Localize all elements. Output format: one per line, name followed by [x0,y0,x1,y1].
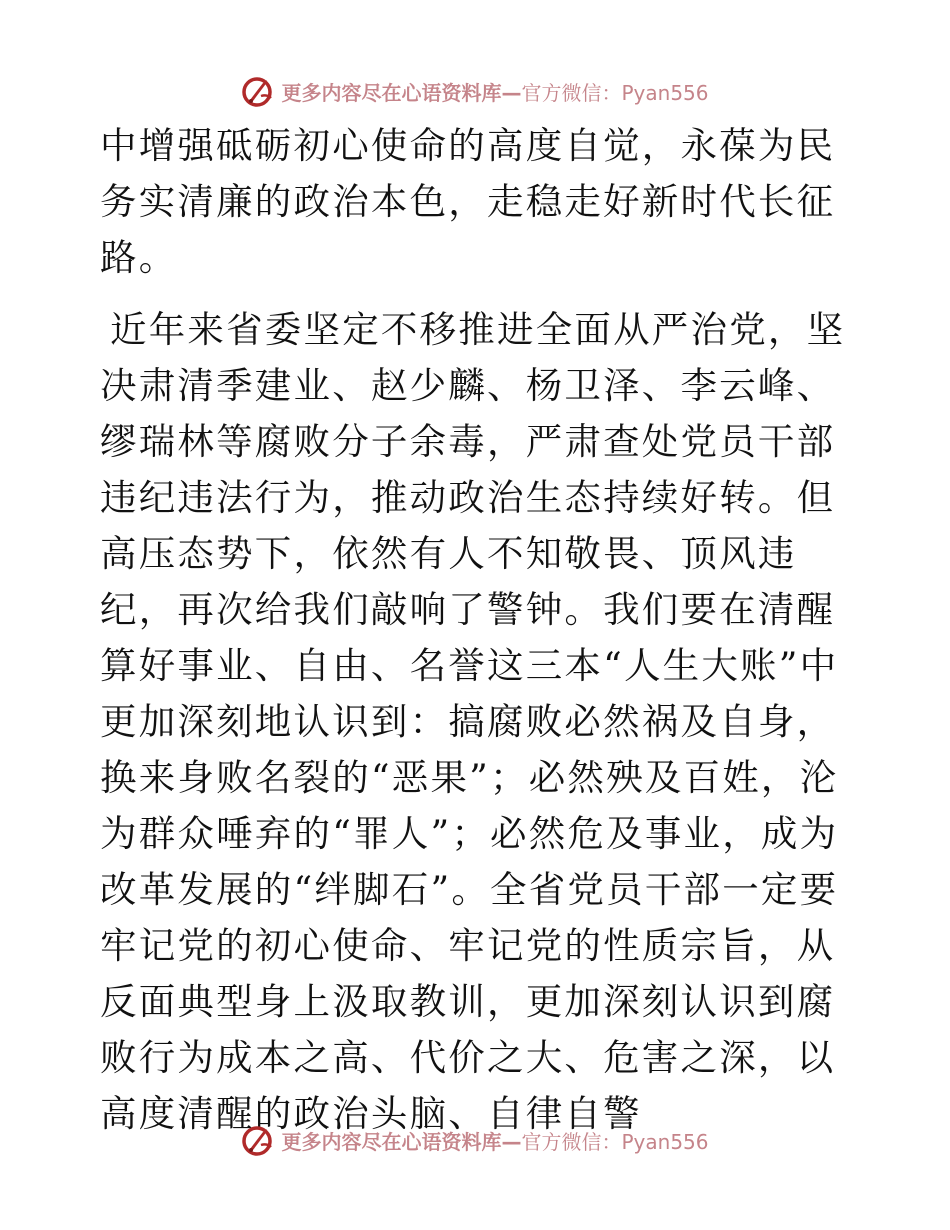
red-quill-logo-icon [241,1123,275,1157]
header-watermark-banner [0,71,950,111]
paragraph-continuation: 中增强砥砺初心使命的高度自觉，永葆为民务实清廉的政治本色，走稳走好新时代长征路。 [100,124,836,279]
paragraph-main: 近年来省委坚定不移推进全面从严治党，坚决肃清季建业、赵少麟、杨卫泽、李云峰、缪瑞林等腐败分子余毒，严肃查处党员干部违纪违法行为，推动政治生态持续好转。但高压态势下，依然有人不知敬畏、顶风违纪，再次给我们敲响了警钟。我们要在清醒算好事业、自由、名誉这三本“人生大账”中更加深刻地认识到：搞腐败必然祸及自身，换来身败名裂的“恶果”；必然殃及百姓，沦为群众唾弃的“罪人”；必然危及事业，成为改革发展的“绊脚石”。全省党员干部一定要牢记党的初心使命、牢记党的性质宗旨，从反面典型身上汲取教训，更加深刻认识到腐败行为成本之高、代价之大、危害之深，以高度清醒的政治头脑、自律自警 [100,308,846,1135]
watermark-text [281,77,708,106]
document-body [100,118,860,1142]
watermark-text [281,1126,708,1155]
watermark-wechat-id: Pyan556 [621,1129,709,1154]
watermark-wechat-label: 官方微信： [521,1129,622,1154]
footer-watermark-banner [0,1120,950,1160]
watermark-wechat-label: 官方微信： [521,80,622,105]
watermark-site-text: 更多内容尽在心语资料库— [281,1129,522,1154]
watermark-wechat-id: Pyan556 [621,80,709,105]
watermark-site-text: 更多内容尽在心语资料库— [281,80,522,105]
red-quill-logo-icon [241,74,275,108]
